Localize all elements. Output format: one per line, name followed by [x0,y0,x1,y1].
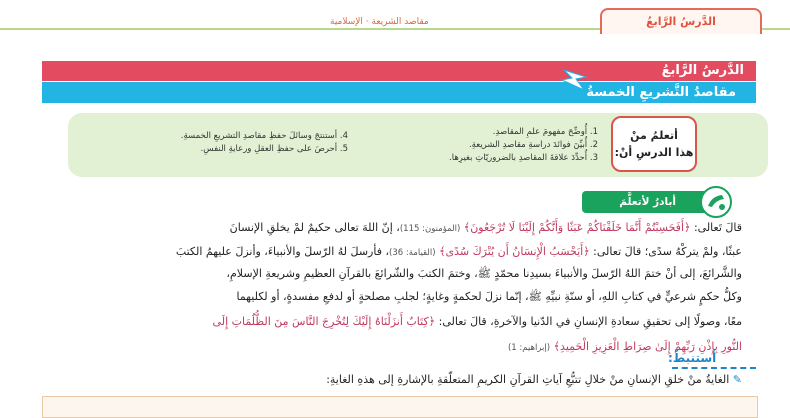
header-meta: مقاصد الشريعة · الإسلامية [330,17,429,27]
paragraph-line: وكلُّ حكمٍ شرعيٍّ في كتابِ اللهِ، أو سنّةِ نبيِّهِ ﷺ، إنّما نزلَ لحكمةٍ وغايةٍ؛ لجلبِ مصلحةٍ أو لدفعِ مفسدةٍ، أو لكليهما [236,290,742,303]
paragraph-line: عبثًا، ولمْ يتركْهُ سدًى؛ قالَ تعالى: ﴿أَيَحْسَبُ الْإِنسَانُ أَن يُتْرَكَ سُدًى﴾ (القيامة: 36)، فأرسلَ لهُ الرّسلَ والأنبياءَ، وأنزلَ عليهمُ الكتبَ [175,245,742,258]
deduce-underline [672,367,756,369]
pencil-icon: ✎ [732,373,742,386]
objective-item: 2. أُبيِّنَ فوائدَ دراسةِ مقاصدِ الشريعةِ. [468,140,598,150]
objective-item: 5. أحرصَ على حفظِ العقلِ ورعايةِ النفسِ. [200,144,348,154]
learn-icon [700,186,732,218]
lesson-number-bar [42,61,756,81]
paragraph-line: والشَّرائعَ، إلى أنْ ختمَ اللهُ الرّسلَ والأنبياءَ بسيدِنا محمّدٍ ﷺ، وختمَ الكتبَ والشّرائعَ بالقرآنِ العظيمِ وشريعةِ الإسلامِ، [226,267,742,280]
objectives-list-right [449,126,598,165]
deduce-heading: أستنبطُ: [668,351,717,365]
paragraph-line: قالَ تَعالى: ﴿أَفَحَسِبْتُمْ أَنَّمَا خَلَقْنَاكُمْ عَبَثًا وَأَنَّكُمْ إِلَيْنَا لَا تُرْجَعُونَ﴾ (المؤمنون: 115)، إنّ اللهَ تعالى حكيمٌ لمْ يخلقِ الإنسانَ [229,221,742,234]
paragraph-line: النُّورِ بِإِذْنِ رَبِّهِمْ إِلَىٰ صِرَاطِ الْعَزِيزِ الْحَمِيدِ﴾ (إبراهيم: 1) [507,340,742,353]
objective-item: 1. أُوضِّحَ مفهومَ علمِ المقاصدِ. [492,127,598,137]
answer-box[interactable] [42,396,758,418]
lesson-title-bar [42,82,756,103]
objective-item: 4. أستنتجَ وسائلَ حفظِ مقاصدِ التشريعِ الخمسةِ. [180,131,348,141]
header-lesson-tab: الدَّرسُ الرَّابعُ [600,8,762,34]
objectives-label: أتعلمُ منْ هذا الدرسِ أنْ: [611,116,697,172]
paragraph-line: معًا، وصولًا إلى تحقيقِ سعادةِ الإنسانِ في الدّنيا والآخرةِ، قالَ تعالى: ﴿كِتَابٌ أَنزَلْنَاهُ إِلَيْكَ لِتُخْرِجَ النَّاسَ مِنَ الظُّلُمَاتِ إِلَى [212,315,742,328]
objectives-list-left [181,130,348,156]
lesson-number: الدَّرسُ الرَّابعُ [661,63,744,78]
lesson-title: مقاصدُ التَّشريعِ الخمسةُ [586,85,736,100]
deduce-question: ✎ الغايةُ منْ خلقِ الإنسانِ منْ خلالِ تتبُّعِ آياتِ القرآنِ الكريمِ المتعلّقةِ بالإشارةِ إلى هذهِ الغايةِ: [326,373,742,386]
learn-banner-label: أبادرُ لأتعلَّمَ [619,196,676,208]
objective-item: 3. أُحدِّدَ علاقةَ المقاصدِ بالضروريّاتِ بغيرِها. [449,153,598,163]
lightning-icon [560,68,590,92]
